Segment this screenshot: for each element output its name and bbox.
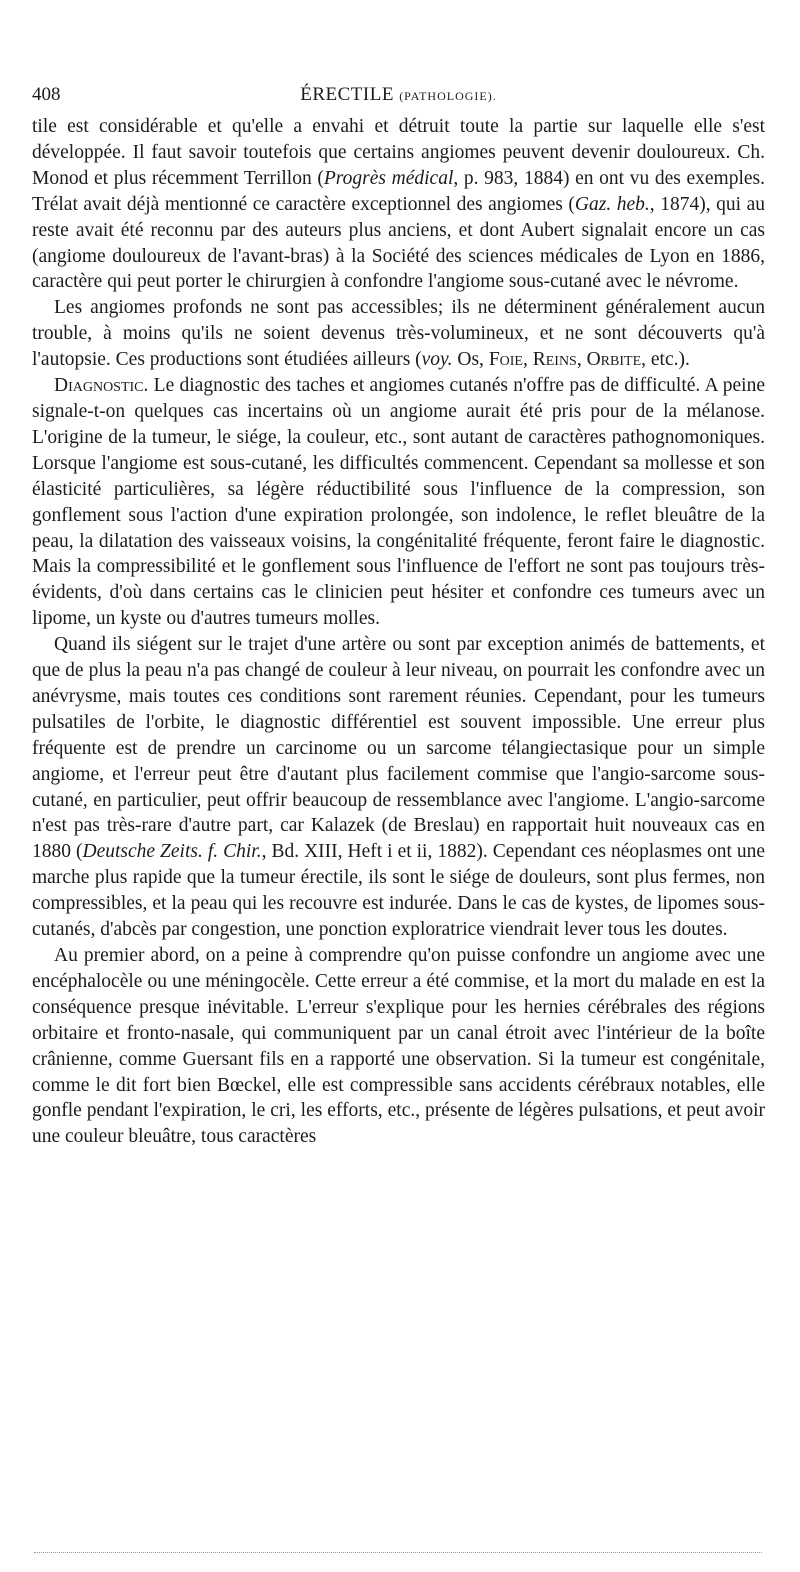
text-run: , 1874), qui au reste avait été reconnu par des auteurs plus anciens, et dont Aubert signalait encore un cas (angiome douloureux de l'avant-bras) à la Société des sciences médicales de Lyon en 1886, caractère qui peut porter le chirurgien à confondre l'angiome sous-cutané avec le névrome. bbox=[32, 193, 765, 293]
text-run: Os, bbox=[452, 349, 489, 371]
text-run: Les angiomes profonds ne sont pas accessibles; ils ne déterminent généralement aucun trouble, à moins qu'ils ne soient devenus très-volumineux, et ne sont découverts qu'à l'autopsie. Ces productions sont étudiées ailleurs ( bbox=[32, 297, 765, 371]
small-caps-text: Foie, Reins, Orbite bbox=[488, 349, 642, 371]
italic-text: Progrès médical bbox=[323, 167, 454, 189]
paragraph-5 bbox=[32, 943, 765, 1150]
running-head bbox=[32, 84, 765, 106]
text-run: tile est considérable et qu'elle a envahi et détruit toute la partie sur laquelle elle s'est développée. Il faut savoir toutefois que certains angiomes peuvent devenir douloureux. Ch. Monod et plus récemment Terrillon ( bbox=[32, 116, 765, 189]
running-subtitle: (PATHOLOGIE). bbox=[399, 89, 497, 103]
small-caps-text: Diagnostic. bbox=[54, 375, 149, 397]
text-run: Le diagnostic des taches et angiomes cutanés n'offre pas de difficulté. A peine signale-t-on quelques cas incertains où un angiome aurait été pris pour de la mélanose. L'origine de la tumeur, le siége, la couleur, etc., sont autant de caractères pathognomoniques. Lorsque l'angiome est sous-cutané, les difficultés commencent. Cependant sa mollesse et son élasticité particulières, sa légère réductibilité sous l'influence de la compression, son gonflement sous l'action d'une expiration prolongée, son indolence, le reflet bleuâtre de la peau, la dilatation des vaisseaux voisins, la congénitalité fréquente, feront faire le diagnostic. Mais la compressibilité et le gonflement sous l'influence de l'effort ne sont pas toujours très-évidents, d'où dans certains cas le clinicien peut hésiter et confondre ces tumeurs avec un lipome, un kyste ou d'autres tumeurs molles. bbox=[32, 375, 765, 630]
paragraph-1 bbox=[32, 114, 765, 295]
italic-text: Gaz. heb. bbox=[574, 193, 650, 215]
text-run: , Bd. XIII, Heft i et ii, 1882). Cependant ces néoplasmes ont une marche plus rapide que la tumeur érectile, ils sont le siége de douleurs, sont plus fermes, non compressibles, et la peau qui les recouvre est indurée. Dans le cas de kystes, de lipomes sous-cutanés, d'abcès par congestion, une ponction exploratrice viendrait lever tous les doutes. bbox=[32, 841, 766, 941]
text-run: Quand ils siégent sur le trajet d'une artère ou sont par exception animés de battements, et que de plus la peau n'a pas changé de couleur à leur niveau, on pourrait les confondre avec un anévrysme, mais toutes ces conditions sont rarement réunies. Cependant, pour les tumeurs pulsatiles de l'orbite, le diagnostic différentiel est souvent impossible. Une erreur plus fréquente est de prendre un carcinome ou un sarcome télangiectasique pour un simple angiome, et l'erreur peut être d'autant plus facilement commise que l'angio-sarcome sous-cutané, en particulier, peut offrir beaucoup de ressemblance avec l'angiome. L'angio-sarcome n'est pas très-rare d'autre part, car Kalazek (de Breslau) en rapportait huit nouveaux cas en 1880 ( bbox=[32, 634, 765, 863]
paragraph-2 bbox=[32, 295, 765, 373]
text-run: , p. 983, 1884) en ont vu des exemples. Trélat avait déjà mentionné ce caractère exceptionnel des angiomes ( bbox=[32, 167, 766, 215]
text-run: , etc.). bbox=[641, 349, 690, 371]
page-number: 408 bbox=[32, 84, 61, 105]
page-body bbox=[32, 84, 765, 1150]
italic-text: Deutsche Zeits. f. Chir. bbox=[82, 841, 262, 863]
italic-text: voy. bbox=[421, 349, 453, 371]
paragraph-diagnostic bbox=[32, 373, 765, 632]
running-title: ÉRECTILE bbox=[300, 84, 394, 105]
text-run: Au premier abord, on a peine à comprendre qu'on puisse confondre un angiome avec une encéphalocèle ou une méningocèle. Cette erreur a été commise, et la mort du malade en est la conséquence presque inévitable. L'erreur s'explique pour les hernies cérébrales des régions orbitaire et fronto-nasale, qui communiquent par un canal étroit avec l'intérieur de la boîte crânienne, comme Guersant fils en a rapporté une observation. Si la tumeur est congénitale, comme le dit fort bien Bœckel, elle est compressible sans accidents cérébraux notables, elle gonfle pendant l'expiration, le cri, les efforts, etc., présente de légères pulsations, et peut avoir une couleur bleuâtre, tous caractères bbox=[32, 945, 765, 1148]
paragraph-4 bbox=[32, 632, 765, 943]
footer-rule bbox=[34, 1552, 762, 1553]
page-header bbox=[32, 84, 765, 110]
